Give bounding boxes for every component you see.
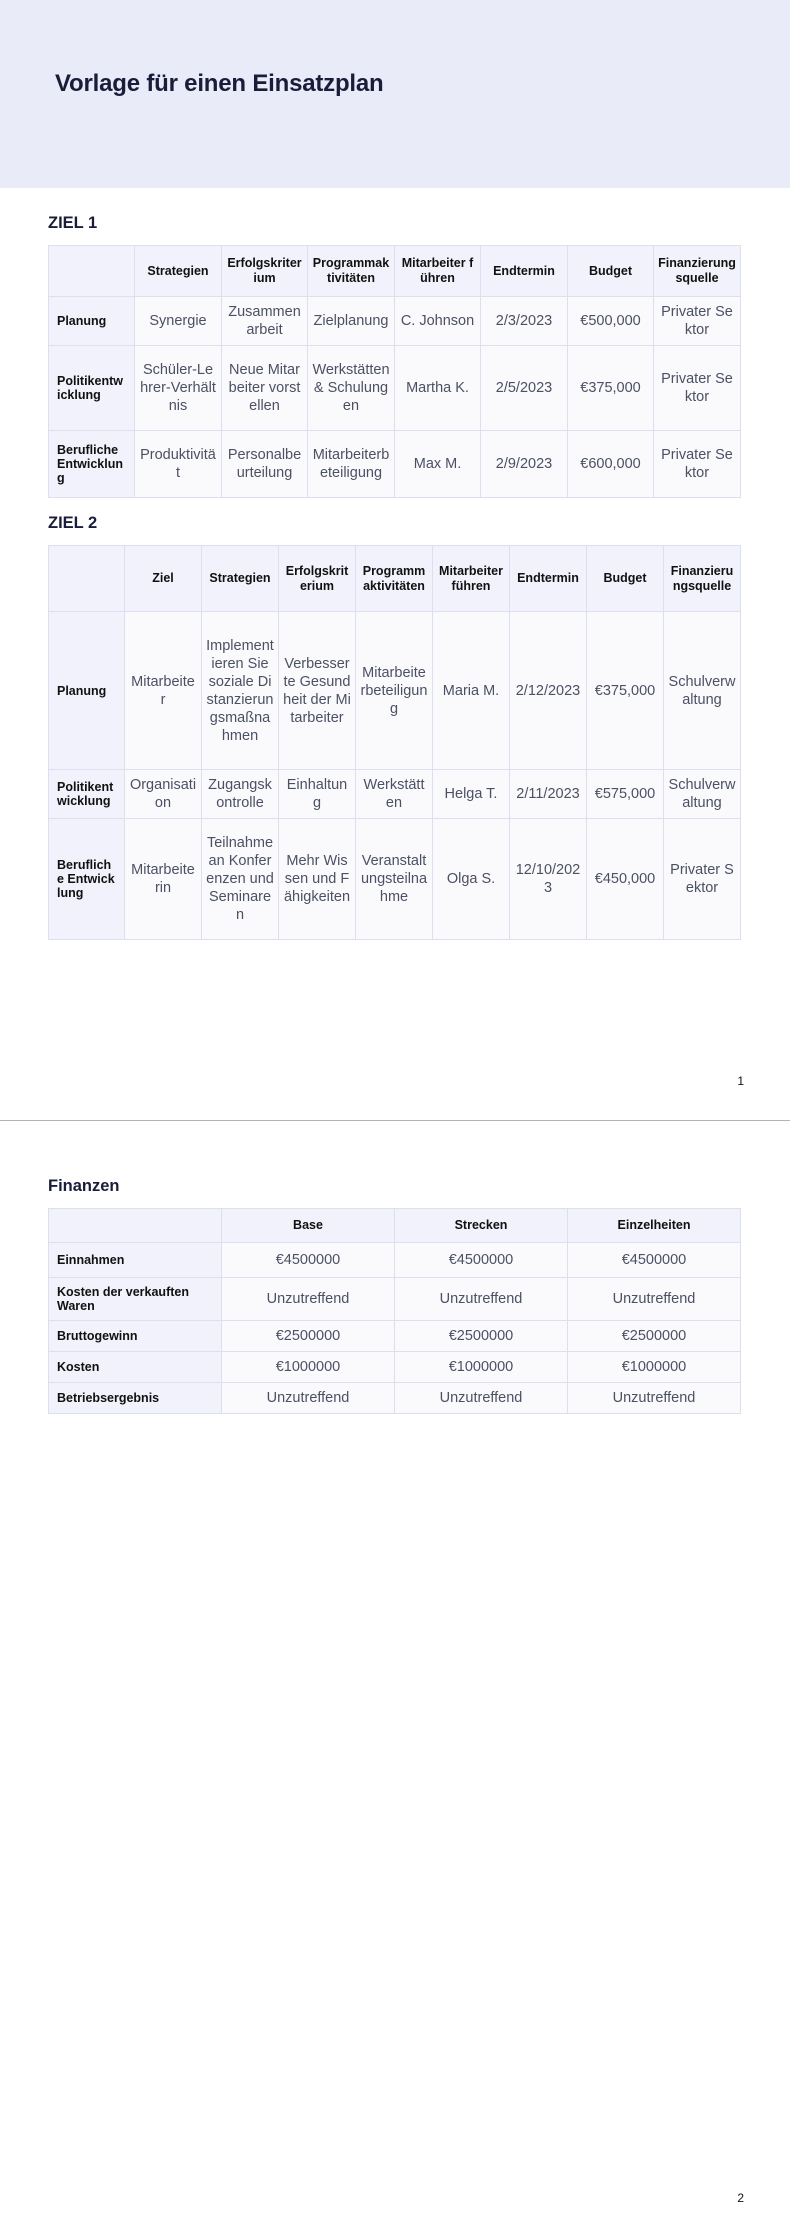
- table-cell: 2/5/2023: [481, 346, 568, 431]
- column-header: Finanzierungsquelle: [654, 246, 741, 297]
- table-cell: Organisation: [125, 770, 202, 819]
- row-header: Planung: [49, 297, 135, 346]
- table-cell: €2500000: [568, 1321, 741, 1352]
- column-header: Mitarbeiter führen: [433, 546, 510, 612]
- column-header: Programmaktivitäten: [356, 546, 433, 612]
- table-cell: Helga T.: [433, 770, 510, 819]
- table-cell: €4500000: [568, 1243, 741, 1278]
- column-header: Strategien: [202, 546, 279, 612]
- goal-1-heading: ZIEL 1: [48, 214, 98, 232]
- document-title: Vorlage für einen Einsatzplan: [55, 70, 384, 97]
- column-header: Erfolgskriterium: [279, 546, 356, 612]
- table-cell: Privater Sektor: [654, 346, 741, 431]
- table-cell: Teilnahme an Konferenzen und Seminaren: [202, 819, 279, 940]
- table-cell: Mehr Wissen und Fähigkeiten: [279, 819, 356, 940]
- row-header: Einnahmen: [49, 1243, 222, 1278]
- table-cell: Privater Sektor: [654, 431, 741, 498]
- table-cell: Unzutreffend: [568, 1278, 741, 1321]
- table-cell: Schulverwaltung: [664, 770, 741, 819]
- column-header: Erfolgskriterium: [222, 246, 308, 297]
- column-header: Strategien: [135, 246, 222, 297]
- row-header: Berufliche Entwicklung: [49, 819, 125, 940]
- column-header: Programmaktivitäten: [308, 246, 395, 297]
- table-header-row: [49, 1209, 741, 1243]
- table-cell: Unzutreffend: [568, 1383, 741, 1414]
- column-header: Finanzierungsquelle: [664, 546, 741, 612]
- table-cell: Verbesserte Gesundheit der Mitarbeiter: [279, 612, 356, 770]
- table-cell: €450,000: [587, 819, 664, 940]
- table-cell: Unzutreffend: [222, 1278, 395, 1321]
- column-header: Ziel: [125, 546, 202, 612]
- table-cell: Privater Sektor: [664, 819, 741, 940]
- table-cell: €600,000: [568, 431, 654, 498]
- table-cell: Mitarbeiterbeteiligung: [356, 612, 433, 770]
- table-header-row: [49, 546, 741, 612]
- table-cell: Olga S.: [433, 819, 510, 940]
- table-row: [49, 1321, 741, 1352]
- table-cell: €575,000: [587, 770, 664, 819]
- column-header: Strecken: [395, 1209, 568, 1243]
- table-row: [49, 431, 741, 498]
- table-cell: Zielplanung: [308, 297, 395, 346]
- table-cell: 12/10/2023: [510, 819, 587, 940]
- table-cell: Veranstaltungsteilnahme: [356, 819, 433, 940]
- table-cell: Schüler-Lehrer-Verhältnis: [135, 346, 222, 431]
- table-cell: C. Johnson: [395, 297, 481, 346]
- table-cell: Produktivität: [135, 431, 222, 498]
- table-cell: €1000000: [222, 1352, 395, 1383]
- column-header: Endtermin: [481, 246, 568, 297]
- table-cell: €1000000: [395, 1352, 568, 1383]
- table-cell: Unzutreffend: [395, 1383, 568, 1414]
- finances-table: [48, 1208, 741, 1414]
- table-cell: Unzutreffend: [222, 1383, 395, 1414]
- column-header: Endtermin: [510, 546, 587, 612]
- column-header: Budget: [568, 246, 654, 297]
- table-cell: €375,000: [568, 346, 654, 431]
- table-row: [49, 1278, 741, 1321]
- table-row: [49, 1383, 741, 1414]
- row-header: Politikentwicklung: [49, 346, 135, 431]
- table-cell: Neue Mitarbeiter vorstellen: [222, 346, 308, 431]
- column-header: [49, 1209, 222, 1243]
- table-row: [49, 1352, 741, 1383]
- table-cell: Werkstätten: [356, 770, 433, 819]
- page-number: 2: [737, 2191, 744, 2205]
- row-header: Berufliche Entwicklung: [49, 431, 135, 498]
- row-header: Bruttogewinn: [49, 1321, 222, 1352]
- table-row: [49, 612, 741, 770]
- table-cell: Max M.: [395, 431, 481, 498]
- table-cell: €1000000: [568, 1352, 741, 1383]
- column-header: Budget: [587, 546, 664, 612]
- table-cell: 2/9/2023: [481, 431, 568, 498]
- table-row: [49, 1243, 741, 1278]
- table-cell: €375,000: [587, 612, 664, 770]
- table-cell: Mitarbeiterbeteiligung: [308, 431, 395, 498]
- goal-1-table: [48, 245, 741, 498]
- table-cell: €4500000: [395, 1243, 568, 1278]
- table-cell: Synergie: [135, 297, 222, 346]
- table-cell: Implementieren Sie soziale Distanzierungsmaßnahmen: [202, 612, 279, 770]
- title-banner: [0, 0, 790, 188]
- column-header: Einzelheiten: [568, 1209, 741, 1243]
- table-row: [49, 770, 741, 819]
- table-cell: €2500000: [395, 1321, 568, 1352]
- column-header: Mitarbeiter führen: [395, 246, 481, 297]
- table-cell: 2/11/2023: [510, 770, 587, 819]
- column-header: Base: [222, 1209, 395, 1243]
- page-2: [0, 1121, 790, 2237]
- table-cell: 2/12/2023: [510, 612, 587, 770]
- table-cell: Werkstätten & Schulungen: [308, 346, 395, 431]
- table-cell: Schulverwaltung: [664, 612, 741, 770]
- table-cell: €2500000: [222, 1321, 395, 1352]
- row-header: Politikentwicklung: [49, 770, 125, 819]
- row-header: Kosten der verkauften Waren: [49, 1278, 222, 1321]
- table-cell: Einhaltung: [279, 770, 356, 819]
- table-cell: Privater Sektor: [654, 297, 741, 346]
- table-cell: Mitarbeiterin: [125, 819, 202, 940]
- row-header: Planung: [49, 612, 125, 770]
- table-cell: Martha K.: [395, 346, 481, 431]
- table-row: [49, 297, 741, 346]
- table-cell: €500,000: [568, 297, 654, 346]
- goal-2-heading: ZIEL 2: [48, 514, 98, 532]
- table-row: [49, 346, 741, 431]
- goal-2-table: [48, 545, 741, 940]
- table-cell: Zusammenarbeit: [222, 297, 308, 346]
- column-header: [49, 546, 125, 612]
- row-header: Kosten: [49, 1352, 222, 1383]
- page-number: 1: [737, 1074, 744, 1088]
- table-header-row: [49, 246, 741, 297]
- table-cell: Unzutreffend: [395, 1278, 568, 1321]
- finances-heading: Finanzen: [48, 1177, 120, 1195]
- table-cell: Personalbeurteilung: [222, 431, 308, 498]
- row-header: Betriebsergebnis: [49, 1383, 222, 1414]
- table-cell: Zugangskontrolle: [202, 770, 279, 819]
- table-cell: Maria M.: [433, 612, 510, 770]
- table-row: [49, 819, 741, 940]
- column-header: [49, 246, 135, 297]
- table-cell: 2/3/2023: [481, 297, 568, 346]
- table-cell: Mitarbeiter: [125, 612, 202, 770]
- table-cell: €4500000: [222, 1243, 395, 1278]
